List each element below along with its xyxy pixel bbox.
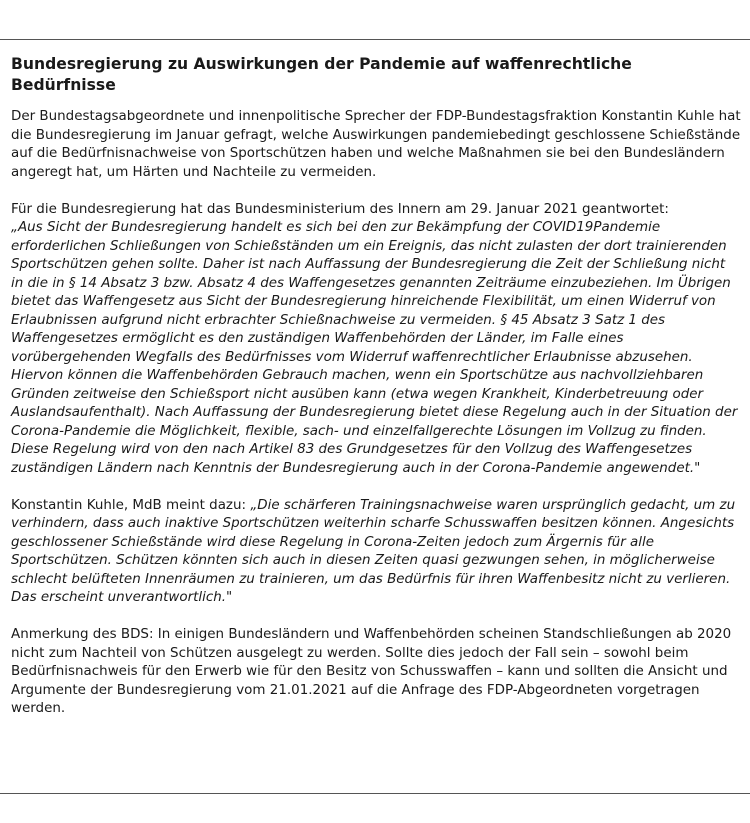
- bottom-divider: [0, 793, 750, 794]
- article-title: Bundesregierung zu Auswirkungen der Pandemie auf waffenrechtliche Bedürfnisse: [11, 55, 632, 94]
- paragraph-kuhle-statement: [11, 497, 741, 608]
- paragraph-bds-note: Anmerkung des BDS: In einigen Bundesländern und Waffenbehörden scheinen Standschließungen ab 2020 nicht zum Nachteil von Schützen ausgelegt zu werden. Sollte dies jedoch der Fall sein – sowohl beim Bedürfnisnachweis für den Erwerb wie für den Besitz von Schusswaffen – kann und sollten die Ansicht und Argumente der Bundesregierung vom 21.01.2021 auf die Anfrage des FDP-Abgeordneten vorgetragen werden.: [11, 627, 732, 716]
- kuhle-intro: Konstantin Kuhle, MdB meint dazu:: [11, 497, 251, 513]
- answer-intro: Für die Bundesregierung hat das Bundesministerium des Innern am 29. Januar 2021 geantwortet:: [11, 201, 669, 217]
- article: [11, 54, 741, 737]
- paragraph-government-answer: [11, 201, 741, 479]
- top-divider: [0, 39, 750, 40]
- government-quote: „Aus Sicht der Bundesregierung handelt es sich bei den zur Bekämpfung der COVID19Pandemie erforderlichen Schließungen von Schießständen um ein Ereignis, das nicht zulasten der dort trainierenden Sportschützen gehen sollte. Daher ist nach Auffassung der Bundesregierung die Zeit der Schließung nicht in die in § 14 Absatz 3 bzw. Absatz 4 des Waffengesetzes genannten Zeiträume einzubeziehen. Im Übrigen bietet das Waffengesetz aus Sicht der Bundesregierung hinreichende Flexibilität, um einen Widerruf von Erlaubnissen aufgrund nicht erbrachter Schießnachweise zu vermeiden. § 45 Absatz 3 Satz 1 des Waffengesetzes ermöglicht es den zuständigen Waffenbehörden der Länder, im Falle eines vorübergehenden Wegfalls des Bedürfnisses vom Widerruf waffenrechtlicher Erlaubnisse abzusehen. Hiervon können die Waffenbehörden Gebrauch machen, wenn ein Sportschütze aus nachvollziehbaren Gründen zeitweise den Schießsport nicht ausüben kann (etwa wegen Krankheit, Kinderbetreuung oder Auslandsaufenthalt). Nach Auffassung der Bundesregierung bietet diese Regelung auch in der Situation der Corona-Pandemie die Möglichkeit, flexible, sach- und einzelfallgerechte Lösungen im Vollzug zu finden. Diese Regelung wird von den nach Artikel 83 des Grundgesetzes für den Vollzug des Waffengesetzes zuständigen Ländern nach Kenntnis der Bundesregierung auch in der Corona-Pandemie angewendet.": [11, 220, 738, 476]
- kuhle-quote: „Die schärferen Trainingsnachweise waren ursprünglich gedacht, um zu verhindern, dass auch inaktive Sportschützen weiterhin scharfe Schusswaffen besitzen können. Angesichts geschlossener Schießstände wird diese Regelung in Corona-Zeiten jedoch zum Ärgernis für alle Sportschützen. Schützen könnten sich auch in diesen Zeiten quasi gezwungen sehen, in möglicherweise schlecht belüfteten Innenräumen zu trainieren, um das Bedürfnis für ihren Waffenbesitz nicht zu verlieren. Das erscheint unverantwortlich.": [11, 497, 736, 605]
- paragraph-inquiry: Der Bundestagsabgeordnete und innenpolitische Sprecher der FDP-Bundestagsfraktion Konstantin Kuhle hat die Bundesregierung im Januar gefragt, welche Auswirkungen pandemiebedingt geschlossene Schießstände auf die Bedürfnisnachweise von Sportschützen haben und welche Maßnahmen sie bei den Bundesländern angeregt hat, um Härten und Nachteile zu vermeiden.: [11, 109, 741, 180]
